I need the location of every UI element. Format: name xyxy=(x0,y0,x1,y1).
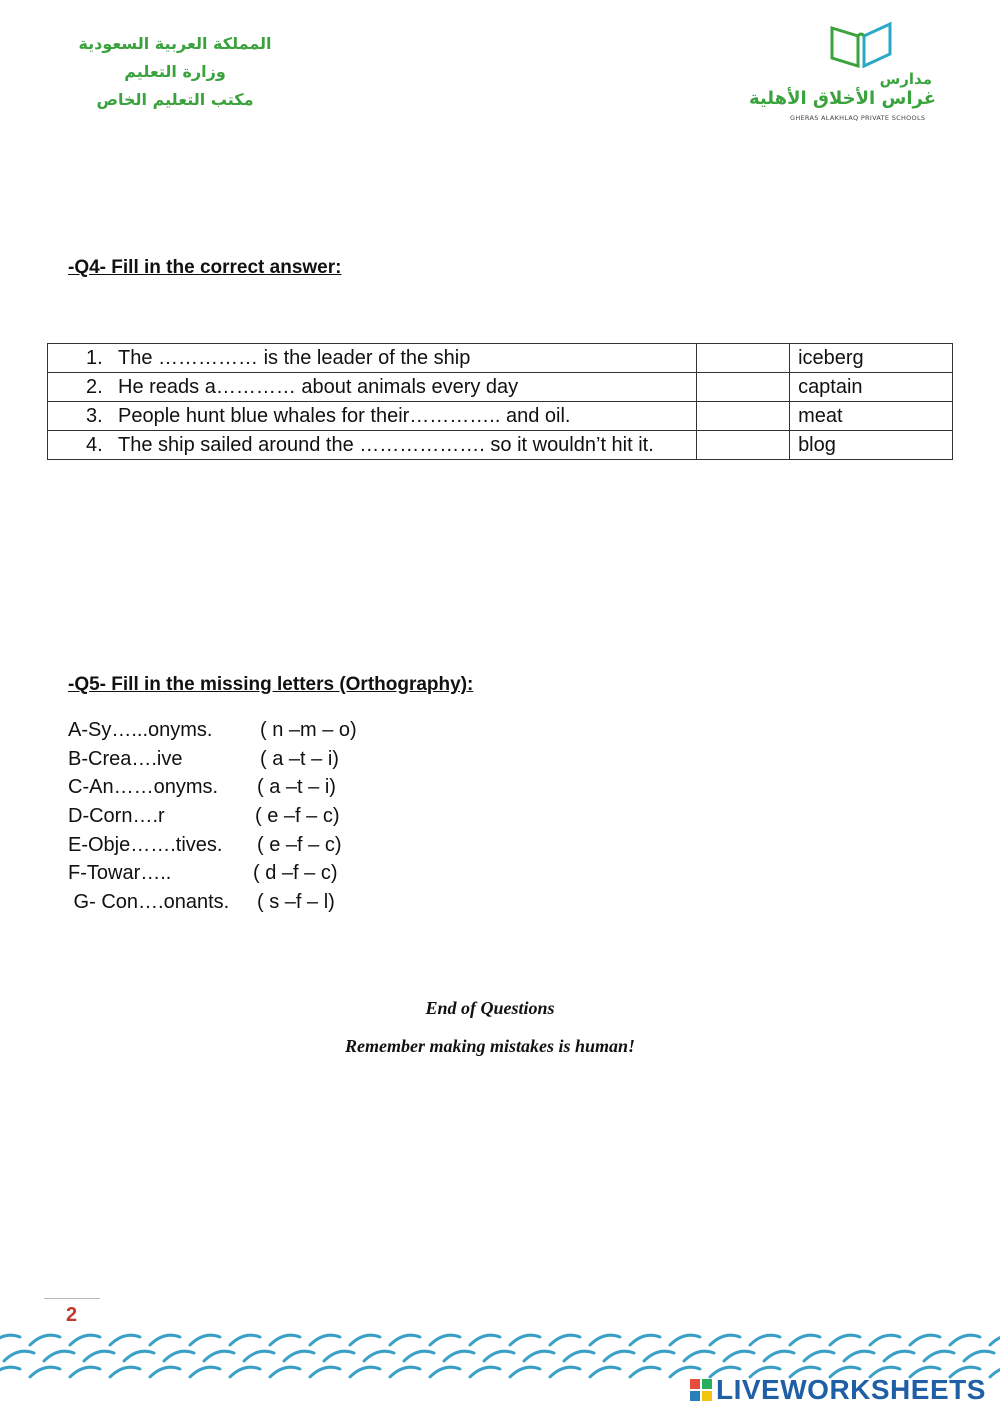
question-text: People hunt blue whales for their………….. and oil. xyxy=(118,404,571,427)
table-row xyxy=(48,402,953,431)
answer-blank-cell[interactable] xyxy=(696,373,789,402)
liveworksheets-wordmark: LIVEWORKSHEETS xyxy=(716,1374,986,1405)
missing-letter-word: D-Corn….r xyxy=(68,805,165,828)
missing-letter-word: B-Crea….ive xyxy=(68,747,183,770)
q5-title: -Q5- Fill in the missing letters (Orthography): xyxy=(68,674,474,695)
answer-blank-cell[interactable] xyxy=(696,431,789,460)
letter-options: ( n –m – o) xyxy=(260,719,357,741)
letter-options: ( e –f – c) xyxy=(257,833,342,856)
end-of-questions: End of Questions xyxy=(425,998,555,1018)
letter-options: ( d –f – c) xyxy=(253,862,338,885)
liveworksheets-brand xyxy=(690,1372,986,1408)
missing-letter-word: G- Con….onants. xyxy=(68,891,230,914)
question-text: He reads a………… about animals every day xyxy=(118,375,519,398)
missing-letter-word: F-Towar….. xyxy=(68,862,172,885)
office-line: مكتب التعليم الخاص xyxy=(96,90,254,109)
word-bank-cell: iceberg xyxy=(790,344,953,373)
page-number-divider xyxy=(44,1298,100,1299)
word-bank-cell: meat xyxy=(790,402,953,431)
word-bank-cell: captain xyxy=(790,373,953,402)
question-number: 3. xyxy=(86,404,103,427)
question-cell xyxy=(48,373,697,402)
missing-letter-word: C-An……onyms. xyxy=(68,776,219,799)
page-number: 2 xyxy=(66,1304,78,1326)
logo-school-name: غراس الأخلاق الأهلية xyxy=(748,88,936,109)
school-logo xyxy=(748,18,950,128)
ministry-line: وزارة التعليم xyxy=(124,62,226,81)
q4-title: -Q4- Fill in the correct answer: xyxy=(68,257,342,278)
question-text: The ship sailed around the ………………. so it wouldn’t hit it. xyxy=(118,433,654,456)
q4-table xyxy=(47,343,953,460)
ministry-header xyxy=(40,30,310,114)
answer-blank-cell[interactable] xyxy=(696,402,789,431)
open-book-icon xyxy=(828,18,896,70)
letter-options: ( a –t – i) xyxy=(257,776,336,799)
question-cell xyxy=(48,431,697,460)
answer-blank-cell[interactable] xyxy=(696,344,789,373)
letter-options: ( e –f – c) xyxy=(255,805,340,828)
question-cell xyxy=(48,402,697,431)
word-bank-cell: blog xyxy=(790,431,953,460)
question-text: The …………… is the leader of the ship xyxy=(118,346,471,369)
question-number: 1. xyxy=(86,346,103,369)
table-row xyxy=(48,431,953,460)
missing-letter-word: A-Sy…...onyms. xyxy=(68,719,213,741)
question-number: 2. xyxy=(86,375,103,398)
table-row xyxy=(48,373,953,402)
logo-schools-label: مدارس xyxy=(879,70,932,88)
motivational-note: Remember making mistakes is human! xyxy=(344,1036,636,1056)
question-number: 4. xyxy=(86,433,103,456)
liveworksheets-logo-icon xyxy=(690,1379,712,1401)
kingdom-line: المملكة العربية السعودية xyxy=(78,34,272,53)
logo-english-name: GHERAS ALAKHLAQ PRIVATE SCHOOLS xyxy=(790,114,926,122)
letter-options: ( a –t – i) xyxy=(260,747,339,770)
missing-letter-word: E-Obje…….tives. xyxy=(68,833,223,856)
letter-options: ( s –f – l) xyxy=(257,891,335,914)
question-cell xyxy=(48,344,697,373)
table-row xyxy=(48,344,953,373)
